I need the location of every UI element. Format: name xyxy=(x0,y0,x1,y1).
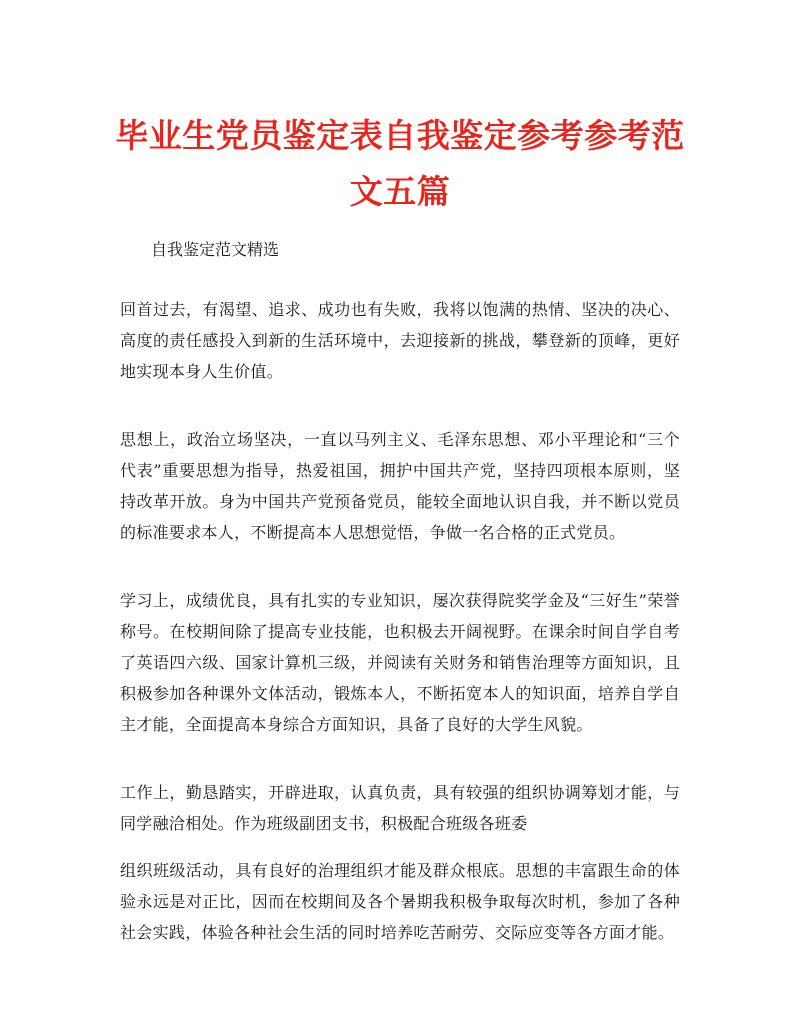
paragraph-intro: 回首过去，有渴望、追求、成功也有失败，我将以饱满的热情、坚决的决心、高度的责任感投入到新的生活环境中，去迎接新的挑战，攀登新的顶峰，更好地实现本身人生价值。 xyxy=(120,300,680,381)
document-page xyxy=(115,100,685,964)
document-title: 毕业生党员鉴定表自我鉴定参考参考范文五篇 xyxy=(115,116,685,211)
paragraph-ideology: 思想上，政治立场坚决，一直以马列主义、毛泽东思想、邓小平理论和“三个代表”重要思想为指导，热爱祖国，拥护中国共产党，坚持四项根本原则，坚持改革开放。身为中国共产党预备党员，能较全面地认识自我，并不断以党员的标准要求本人，不断提高本人思想觉悟，争做一名合格的正式党员。 xyxy=(120,430,680,542)
paragraph-work-continued: 组织班级活动，具有良好的治理组织才能及群众根底。思想的丰富跟生命的体验永远是对正比，因而在校期间及各个暑期我积极争取每次时机，参加了各种社会实践，体验各种社会生活的同时培养吃苦耐劳、交际应变等各方面才能。 xyxy=(120,861,680,942)
document-subtitle: 自我鉴定范文精选 xyxy=(151,240,280,259)
paragraph-study: 学习上，成绩优良，具有扎实的专业知识，屡次获得院奖学金及“三好生”荣誉称号。在校期间除了提高专业技能，也积极去开阔视野。在课余时间自学自考了英语四六级、国家计算机三级，并阅读有关财务和销售治理等方面知识，且积极参加各种课外文体活动，锻炼本人，不断拓宽本人的知识面，培养自学自主才能，全面提高本身综合方面知识，具备了良好的大学生风貌。 xyxy=(120,591,680,734)
paragraph-work: 工作上，勤恳踏实，开辟进取，认真负责，具有较强的组织协调筹划才能，与同学融洽相处。作为班级副团支书，积极配合班级各班委 xyxy=(120,783,680,833)
